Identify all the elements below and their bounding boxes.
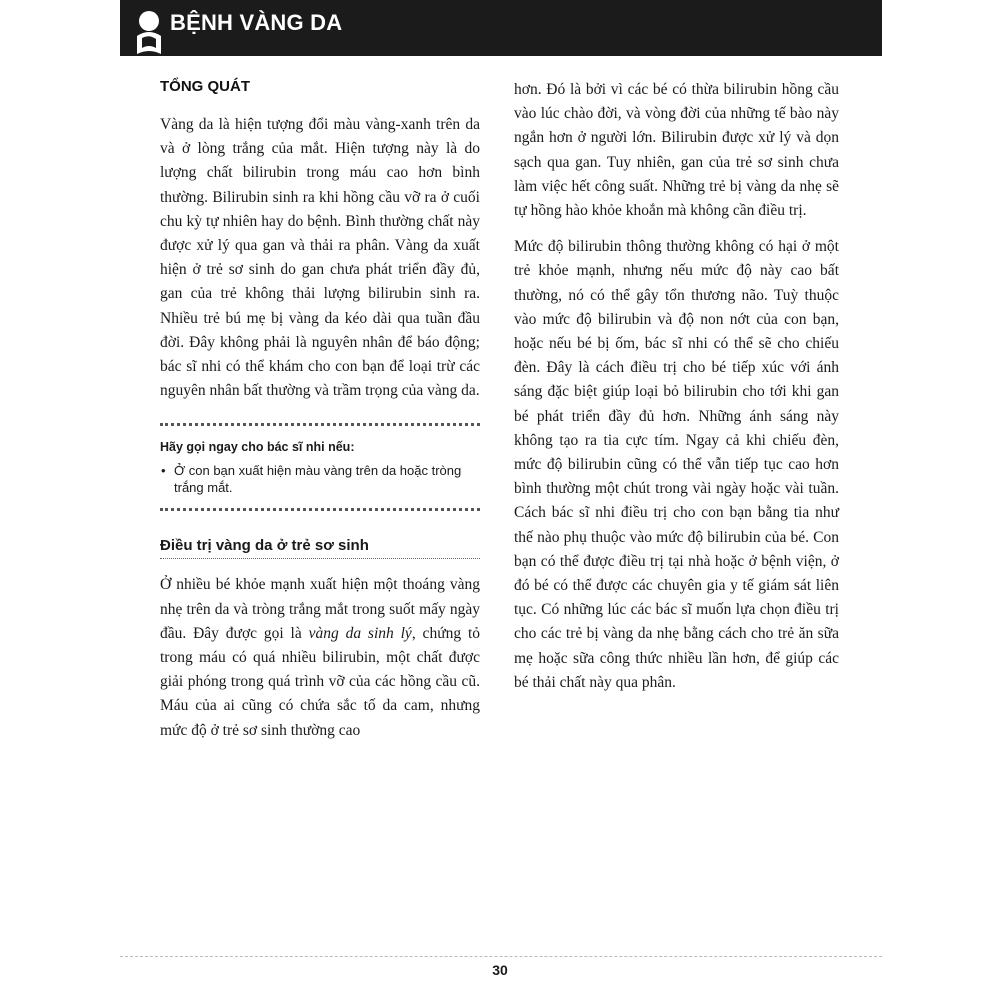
bilirubin-level-paragraph: Mức độ bilirubin thông thường không có hại ở một trẻ khỏe mạnh, nhưng nếu mức độ này cao bất thường, nó có thể gây tổn thương não. Tuỳ thuộc vào mức độ bilirubin và độ non nớt của con bạn, hoặc nếu bé bị ốm, bác sĩ nhi có thể sẽ cho chiếu đèn. Đây là cách điều trị cho bé tiếp xúc với ánh sáng đặc biệt giúp loại bỏ bilirubin cho tới khi gan bé phát triển đầy đủ hơn. Những ánh sáng này không tạo ra tia cực tím. Ngay cả khi chiếu đèn, mức độ bilirubin cũng có thể vẫn tiếp tục cao hơn bình thường một chút trong vài ngày hoặc vài tuần. Cách bác sĩ nhi điều trị cho con bạn bằng tia như thế nào phụ thuộc vào mức độ bilirubin của bé. Con bạn có thể được điều trị tại nhà hoặc ở bệnh viện, ở đó bé có thể được các chuyên gia y tế giám sát liên tục. Có những lúc các bác sĩ muốn lựa chọn điều trị cho các trẻ bị vàng da nhẹ bằng cách cho trẻ ăn sữa mẹ hoặc sữa công thức nhiều lần hơn, để giúp các bé thải chất này qua phân. [514, 238, 839, 691]
treatment-text-part-2: , chứng tỏ trong máu có quá nhiều bilirubin, một chất được giải phóng trong quá trình vỡ của các hồng cầu cũ. Máu của ai cũng có chứa sắc tố da cam, nhưng mức độ ở trẻ sơ sinh thường cao [160, 624, 481, 739]
right-column [514, 78, 839, 695]
callout-list-item: • Ở con bạn xuất hiện màu vàng trên da hoặc tròng trắng mắt. [160, 462, 480, 496]
callout-title: Hãy gọi ngay cho bác sĩ nhi nếu: [160, 440, 355, 455]
left-column [160, 78, 480, 743]
treatment-text-part-1: Ở nhiều bé khỏe mạnh xuất hiện một thoáng vàng nhẹ trên da và tròng trắng mắt trong suốt mấy ngày đầu. Đây được gọi là [160, 576, 480, 642]
page-number: 30 [492, 962, 508, 978]
treatment-paragraph [160, 573, 480, 742]
baby-icon [134, 8, 164, 56]
treatment-subheading: Điều trị vàng da ở trẻ sơ sinh [160, 537, 480, 559]
physiological-jaundice-term: vàng da sinh lý [308, 624, 412, 642]
continuation-paragraph: hơn. Đó là bởi vì các bé có thừa bilirubin hồng cầu vào lúc chào đời, và vòng đời của những tế bào này ngắn hơn ở người lớn. Bilirubin được xử lý và dọn sạch qua gan. Tuy nhiên, gan của trẻ sơ sinh chưa làm việc hết công suất. Những trẻ bị vàng da nhẹ sẽ tự hồng hào khỏe khoắn mà không cần điều trị. [514, 81, 839, 220]
section-heading-overview: TỔNG QUÁT [160, 78, 250, 95]
callout-list [160, 462, 480, 496]
chapter-title: BỆNH VÀNG DA [170, 10, 343, 35]
call-doctor-callout [160, 423, 480, 511]
overview-paragraph: Vàng da là hiện tượng đổi màu vàng-xanh trên da và ở lòng trắng của mắt. Hiện tượng này là do lượng chất bilirubin trong máu cao hơn bình thường. Bilirubin sinh ra khi hồng cầu vỡ ra ở cuối chu kỳ tự nhiên hay do bệnh. Bình thường chất này được xử lý qua gan và thải ra phân. Vàng da xuất hiện ở trẻ sơ sinh do gan chưa phát triển đầy đủ, gan của trẻ không thải lượng bilirubin sinh ra. Nhiều trẻ bú mẹ bị vàng da kéo dài qua tuần đầu đời. Đây không phải là nguyên nhân để báo động; bác sĩ nhi có thể khám cho con bạn để loại trừ các nguyên nhân bất thường và trầm trọng của vàng da. [160, 116, 480, 400]
footer-divider [120, 956, 882, 957]
